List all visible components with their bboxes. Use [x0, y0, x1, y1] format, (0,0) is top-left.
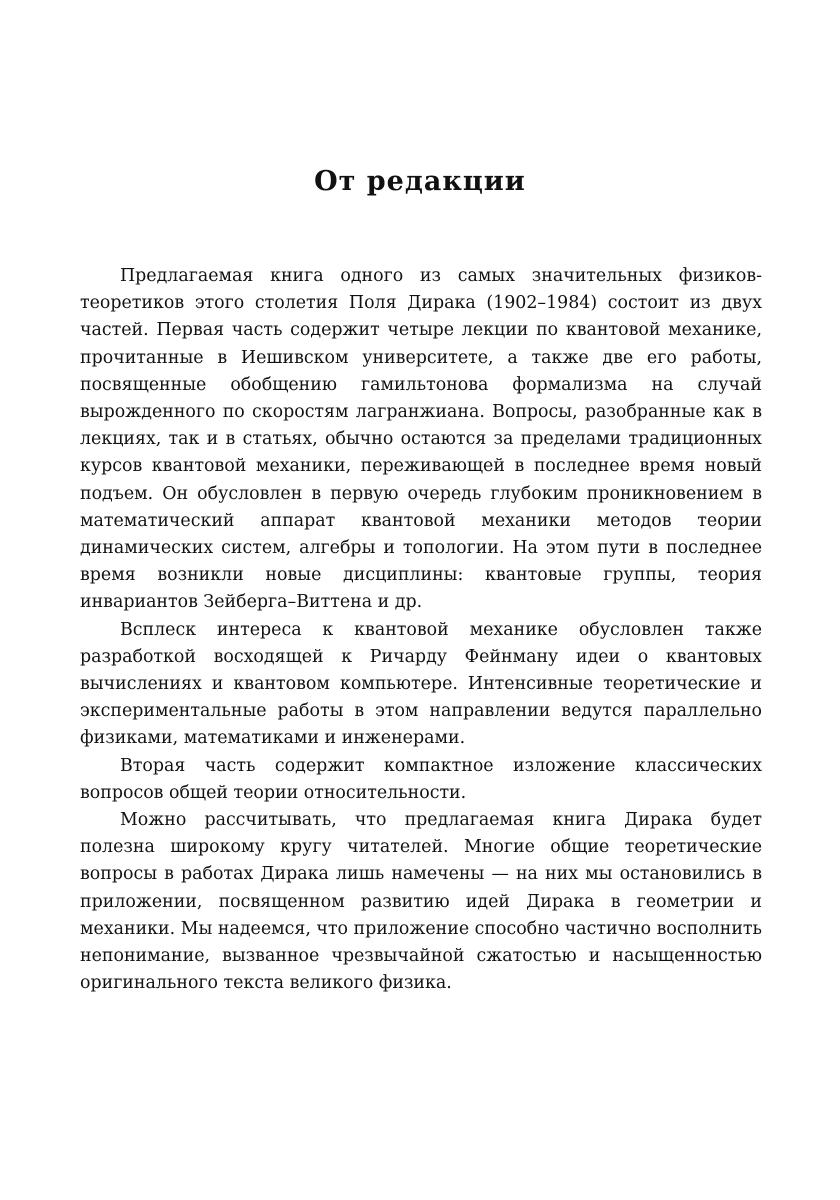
- paragraph-2: Всплеск интереса к квантовой механике обусловлен также разработкой восходящей к Ричарду Фейнману идеи о квантовых вычислениях и квантовом компьютере. Интенсивные теоретические и экспериментальные работы в этом направлении ведутся параллельно физиками, математиками и инженерами.: [80, 619, 762, 749]
- paragraph-3: Вторая часть содержит компактное изложение классических вопросов общей теории относительности.: [80, 755, 762, 803]
- body-text: [80, 263, 762, 997]
- paragraph-4: Можно рассчитывать, что предлагаемая книга Дирака будет полезна широкому кругу читателей. Многие общие теоретические вопросы в работах Дирака лишь намечены — на них мы остановились в приложении, посвященном развитию идей Дирака в геометрии и механики. Мы надеемся, что приложение способно частично восполнить непонимание, вызванное чрезвычайной сжатостью и насыщенностью оригинального текста великого физика.: [80, 810, 763, 994]
- paragraph-1: Предлагаемая книга одного из самых значительных физиков-теоретиков этого столетия Поля Дирака (1902–1984) состоит из двух частей. Первая часть содержит четыре лекции по квантовой механике, прочитанные в Иешивском университете, а также две его работы, посвященные обобщению гамильтонова формализма на случай вырожденного по скоростям лагранжиана. Вопросы, разобранные как в лекциях, так и в статьях, обычно остаются за пределами традиционных курсов квантовой механики, переживающей в последнее время новый подъем. Он обусловлен в первую очередь глубоким проникновением в математический аппарат квантовой механики методов теории динамических систем, алгебры и топологии. На этом пути в последнее время возникли новые дисциплины: квантовые группы, теория инвариантов Зейберга–Виттена и др.: [80, 266, 762, 613]
- page-title: От редакции: [314, 166, 526, 197]
